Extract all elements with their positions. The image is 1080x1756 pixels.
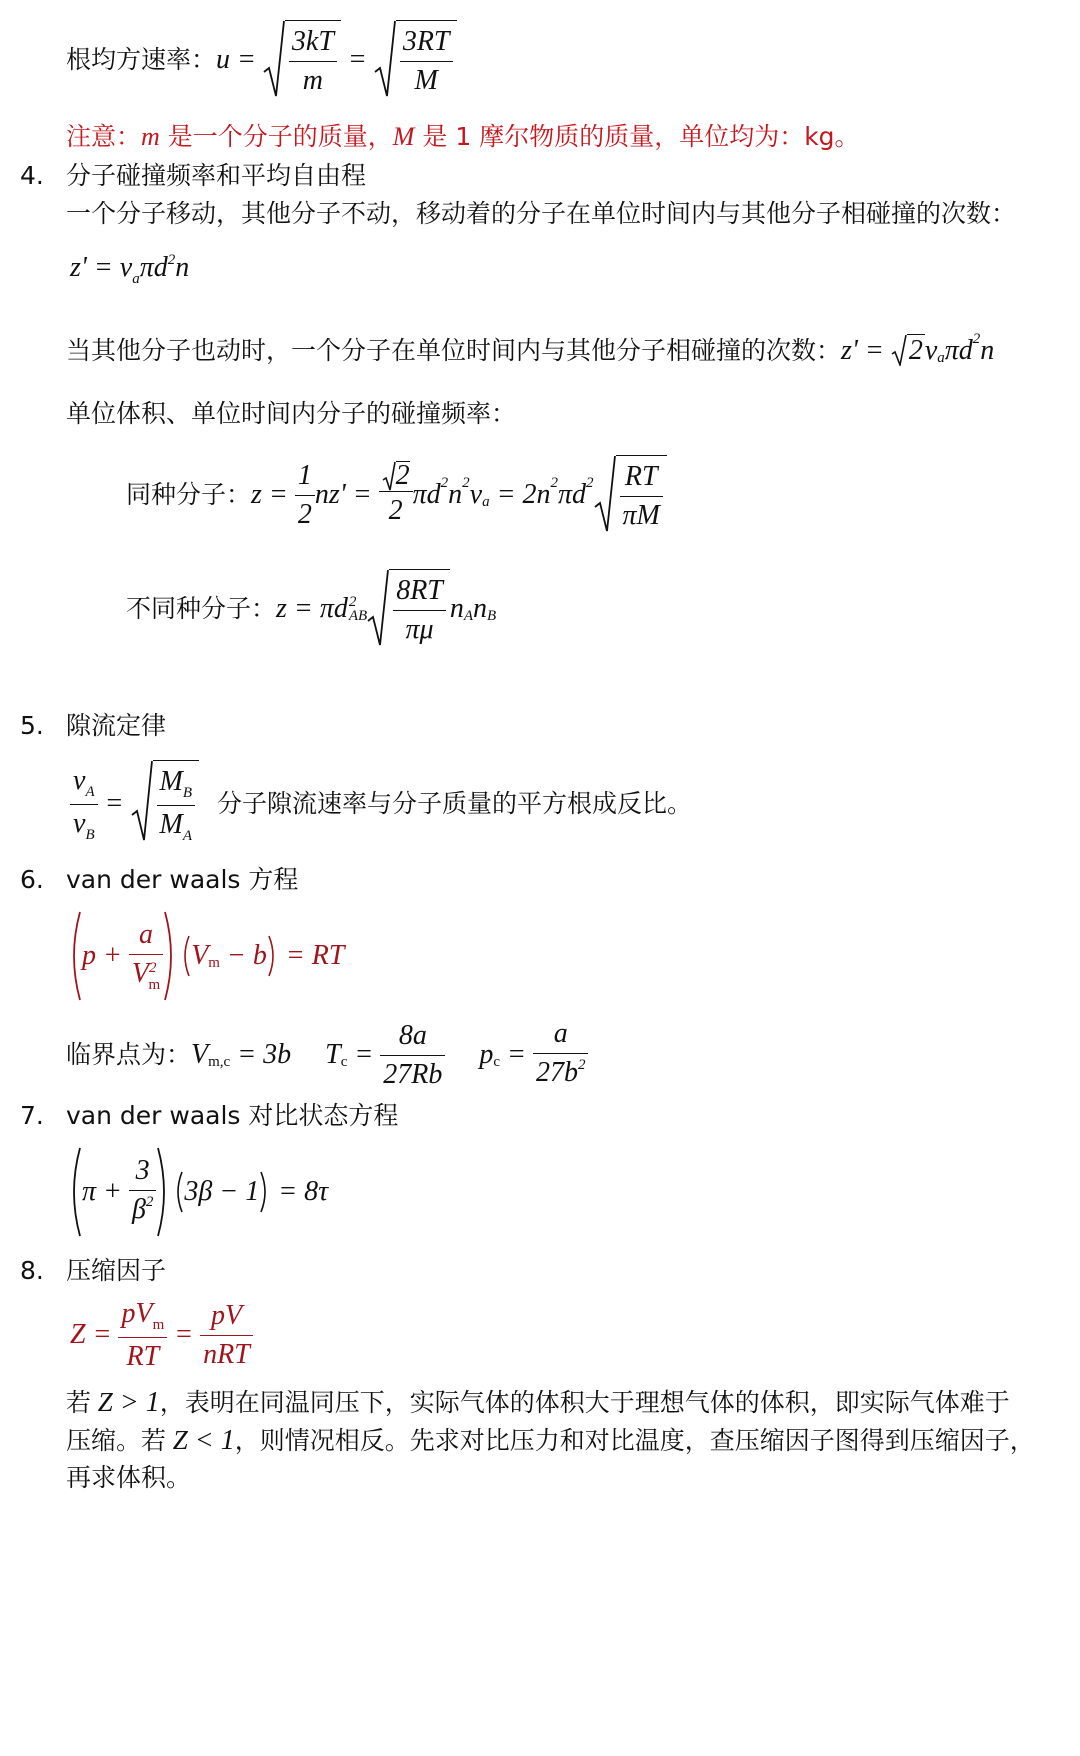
formula-diff-molecule: z = πd 2 AB $\frac{8RT}{\pi\mu}$ n A n B xyxy=(276,569,496,649)
diff-molecule-line xyxy=(126,566,496,652)
formula-vdw: p + $\frac{a}{V^2_m}$ V m − b = RT xyxy=(66,906,344,1006)
formula-z-prime-moving: z' = 2 v a πd 2 n xyxy=(841,330,995,366)
s8-para-line-1 xyxy=(66,1386,1010,1419)
s4-line-3: 单位体积、单位时间内分子的碰撞频率： xyxy=(66,399,517,428)
s4-line-2-text: 当其他分子也动时，一个分子在单位时间内与其他分子相碰撞的次数： xyxy=(66,335,842,365)
s8-text: ，表明在同温同压下，实际气体的体积大于理想气体的体积，即实际气体难于 xyxy=(159,1388,1010,1417)
section-5-heading xyxy=(20,710,166,742)
rms-label: 根均方速率： xyxy=(66,45,217,74)
diff-molecule-label: 不同种分子： xyxy=(126,594,277,623)
s8-para-line-3: 再求体积。 xyxy=(66,1463,192,1492)
formula-critical: V m,c = 3 b T c = $\frac{8a}{27Rb}$ p c = $\frac{a}{27b^2}$ xyxy=(191,1015,588,1096)
section-title: 压缩因子 xyxy=(66,1256,167,1285)
formula-effusion: $\frac{v_A}{v_B}$ = $\frac{M_B}{M_A}$ xyxy=(70,760,199,848)
s4-line-1: 一个分子移动，其他分子不动，移动着的分子在单位时间内与其他分子相碰撞的次数： xyxy=(66,199,1017,228)
section-6-heading xyxy=(20,864,298,896)
section-title: 隙流定律 xyxy=(66,711,167,740)
note-symbol-m: m xyxy=(141,122,160,151)
section-8-heading xyxy=(20,1255,166,1287)
s8-text: 压缩。若 xyxy=(66,1426,167,1455)
s8-text: 若 xyxy=(66,1388,92,1417)
rms-line xyxy=(66,20,457,100)
formula-reduced-vdw: π + $\frac{3}{\beta^2}$ 3 β − 1 = 8 τ xyxy=(66,1142,328,1242)
note-symbol-M: M xyxy=(392,122,415,151)
s4-line-2 xyxy=(66,330,995,367)
section-7-heading xyxy=(20,1100,398,1132)
section-number: 7. xyxy=(20,1101,44,1130)
s8-text: ，则情况相反。先求对比压力和对比温度，查压缩因子图得到压缩因子， xyxy=(234,1426,1035,1455)
section-title: van der waals 方程 xyxy=(66,865,299,894)
effusion-desc: 分子隙流速率与分子质量的平方根成反比。 xyxy=(217,789,693,818)
same-molecule-label: 同种分子： xyxy=(126,480,252,509)
effusion-line xyxy=(70,760,692,848)
note-line xyxy=(66,121,860,153)
section-title: van der waals 对比状态方程 xyxy=(66,1101,399,1130)
formula-z-prime: $z' = v_a\pi d^2n$ xyxy=(70,252,190,287)
rms-formula: u = $\frac{3kT}{m}$ = $\frac{3RT}{M}$ xyxy=(216,20,457,100)
section-title: 分子碰撞频率和平均自由程 xyxy=(66,161,367,190)
section-4-heading xyxy=(20,160,366,192)
note-text-2: 是 1 摩尔物质的质量，单位均为：kg。 xyxy=(422,122,860,151)
note-prefix: 注意： xyxy=(66,122,142,151)
formula-same-molecule: z = $\frac{1}{2}$ nz' = $\frac{2}{2}$ πd 2 n 2 v a = 2 n 2 πd 2 $\frac{RT}{\pi M}$ xyxy=(251,455,667,535)
critical-label: 临界点为： xyxy=(66,1040,192,1069)
same-molecule-line xyxy=(126,452,667,538)
s8-para-line-2 xyxy=(66,1424,1035,1457)
z-lt-1: Z < 1 xyxy=(166,1425,235,1456)
note-text-1: 是一个分子的质量， xyxy=(167,122,393,151)
section-number: 4. xyxy=(20,161,44,190)
critical-line xyxy=(66,1010,588,1100)
section-number: 8. xyxy=(20,1256,44,1285)
z-gt-1: Z > 1 xyxy=(91,1387,160,1418)
formula-compress: Z = $\frac{pV_m}{RT}$ = $\frac{pV}{\text{nRT}}$ xyxy=(70,1290,253,1380)
section-number: 5. xyxy=(20,711,44,740)
section-number: 6. xyxy=(20,865,44,894)
